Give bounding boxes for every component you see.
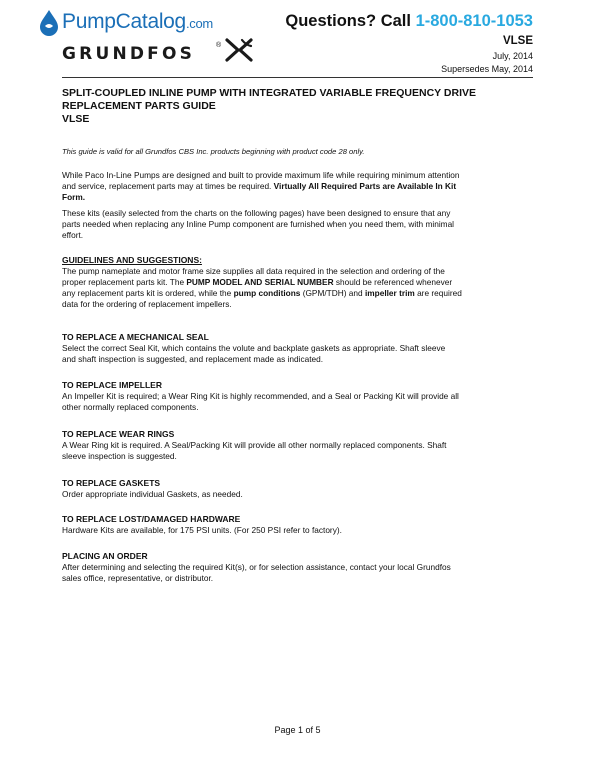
pumpcatalog-logo[interactable] [62, 10, 213, 34]
intro-line: These kits (easily selected from the charts on the following pages) have been designed to ensure that any [62, 208, 451, 218]
text: any replacement parts kit is ordered, while the [62, 288, 234, 299]
section-line: An Impeller Kit is required; a Wear Ring Kit is highly recommended, and a Seal or Packing Kit will provide all [62, 391, 459, 401]
grundfos-logo: GRUNDFOS [62, 44, 196, 64]
section-heading-gaskets: TO REPLACE GASKETS [62, 478, 161, 488]
intro-bold: Virtually All Required Parts are Available In Kit [273, 181, 457, 192]
section-body-impeller [62, 391, 534, 413]
guidelines-line [62, 277, 534, 288]
registered-mark: ® [216, 42, 222, 49]
intro-paragraph-1 [62, 170, 534, 203]
title-line-1: SPLIT-COUPLED INLINE PUMP WITH INTEGRATED VARIABLE FREQUENCY DRIVE [62, 87, 476, 99]
section-line: sleeve inspection is suggested. [62, 451, 177, 462]
section-line: Order appropriate individual Gaskets, as needed. [62, 489, 243, 499]
pumpcatalog-drop-icon [38, 9, 60, 36]
section-heading-mechanical-seal: TO REPLACE A MECHANICAL SEAL [62, 332, 209, 342]
supersedes-date: Supersedes May, 2014 [441, 64, 533, 74]
section-body-mechanical-seal [62, 343, 534, 365]
section-heading-placing-order: PLACING AN ORDER [62, 551, 148, 561]
document-title [62, 87, 532, 112]
grundfos-symbol-icon [224, 37, 254, 63]
document-date: July, 2014 [492, 51, 533, 61]
section-body-wear-rings [62, 440, 534, 462]
guidelines-line [62, 288, 534, 299]
scope-note: This guide is valid for all Grundfos CBS Inc. products beginning with product code 28 only. [62, 147, 365, 156]
title-line-2: REPLACEMENT PARTS GUIDE [62, 99, 216, 112]
text: should be referenced whenever [333, 277, 453, 288]
text: (GPM/TDH) and [300, 288, 365, 299]
phone-number-link[interactable]: 1-800-810-1053 [415, 12, 533, 30]
call-text: Questions? Call [285, 12, 416, 30]
section-body-hardware [62, 525, 534, 536]
text: are required [414, 288, 462, 299]
intro-line: effort. [62, 230, 84, 241]
intro-line: While Paco In-Line Pumps are designed and built to provide maximum life while requiring minimum attention [62, 170, 460, 180]
intro-line [62, 181, 534, 192]
section-line: After determining and selecting the required Kit(s), or for selection assistance, contact your local Grundfos [62, 562, 451, 572]
section-line: A Wear Ring kit is required. A Seal/Packing Kit will provide all other normally replaced components. Shaft [62, 440, 447, 450]
model-serial-bold: PUMP MODEL AND SERIAL NUMBER [186, 277, 334, 288]
section-heading-wear-rings: TO REPLACE WEAR RINGS [62, 429, 175, 439]
logo-suffix: .com [185, 16, 213, 31]
section-heading-hardware: TO REPLACE LOST/DAMAGED HARDWARE [62, 514, 241, 524]
section-heading-impeller: TO REPLACE IMPELLER [62, 380, 162, 390]
impeller-trim-bold: impeller trim [364, 288, 415, 299]
guidelines-line: data for the ordering of replacement impellers. [62, 299, 232, 310]
document-code: VLSE [502, 35, 533, 47]
call-banner [285, 12, 533, 31]
intro-line: parts needed when replacing any Inline Pump component are furnished when you need them, with minimal [62, 219, 455, 230]
intro-text: and service, replacement parts may at times be required. [62, 181, 274, 192]
section-body-gaskets [62, 489, 534, 500]
title-code: VLSE [62, 113, 90, 125]
section-line: sales office, representative, or distributor. [62, 573, 214, 584]
intro-line [62, 192, 534, 203]
guidelines-heading: GUIDELINES AND SUGGESTIONS: [62, 255, 202, 265]
intro-paragraph-2 [62, 208, 534, 241]
header-divider [62, 77, 533, 78]
guidelines-paragraph [62, 266, 534, 310]
section-line: Select the correct Seal Kit, which contains the volute and backplate gaskets as appropriate. Shaft sleeve [62, 343, 446, 353]
section-body-placing-order [62, 562, 534, 584]
logo-brand: PumpCatalog [62, 10, 186, 33]
intro-bold-end: Form. [62, 192, 86, 203]
guidelines-line: The pump nameplate and motor frame size supplies all data required in the selection and ordering of the [62, 266, 445, 276]
section-line: and shaft inspection is suggested, and replacement made as indicated. [62, 354, 324, 365]
section-line: other normally replaced components. [62, 402, 199, 413]
section-line: Hardware Kits are available, for 175 PSI units. (For 250 PSI refer to factory). [62, 525, 342, 535]
text: proper replacement parts kit. The [62, 277, 187, 288]
pump-conditions-bold: pump conditions [233, 288, 301, 299]
page-number: Page 1 of 5 [274, 725, 321, 735]
